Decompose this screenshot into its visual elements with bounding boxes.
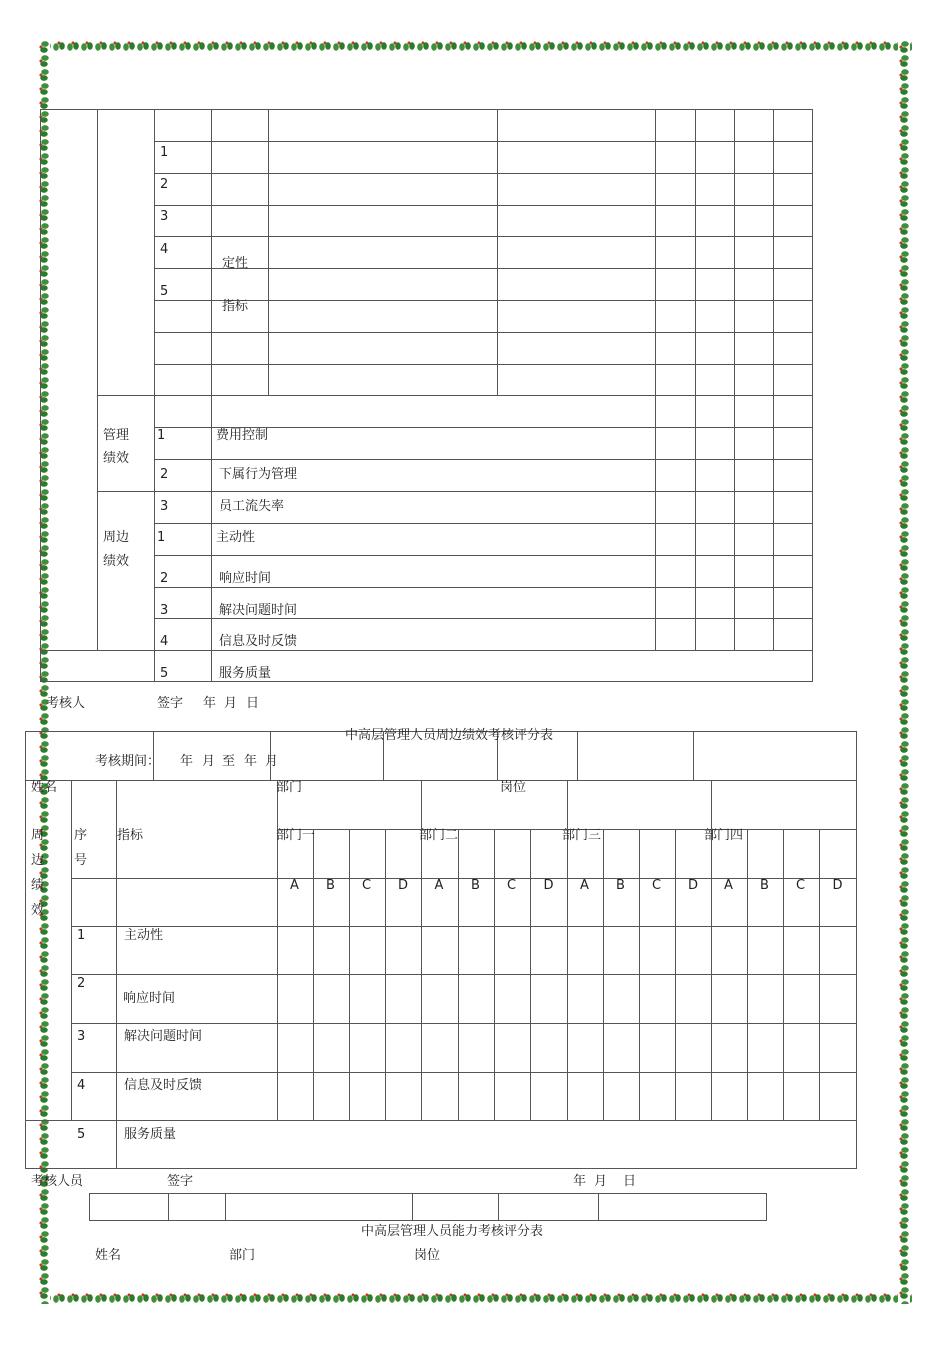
indicator-text: 解决问题时间: [124, 1029, 203, 1044]
side-label-char: 边: [31, 853, 45, 868]
grade-label: B: [616, 878, 625, 893]
indicator-text: 主动性: [216, 530, 256, 545]
table-rule: [25, 1120, 857, 1121]
row-number: 3: [160, 209, 169, 224]
table-rule: [313, 829, 314, 1121]
grade-label: A: [580, 878, 589, 893]
table-rule: [71, 780, 72, 1121]
grade-label: C: [796, 878, 806, 893]
row-number: 5: [160, 284, 169, 299]
decorative-border-top: [38, 40, 912, 52]
row-number: 3: [77, 1029, 86, 1044]
table-rule: [40, 109, 41, 682]
table-rule: [567, 829, 568, 1121]
row-number: 4: [160, 242, 169, 257]
table-rule: [154, 141, 813, 142]
period-month-1: 月: [202, 754, 216, 769]
grade-label: D: [832, 878, 843, 893]
table-rule: [154, 459, 813, 460]
indicator-text: 服务质量: [219, 666, 272, 681]
dept-label: 部门: [229, 1248, 256, 1263]
grade-label: B: [471, 878, 480, 893]
grade-label: B: [760, 878, 769, 893]
indicator-text: 服务质量: [124, 1127, 177, 1142]
table-rule: [421, 829, 422, 1121]
table-rule: [385, 829, 386, 1121]
table-rule: [89, 1193, 767, 1194]
table-rule: [277, 829, 278, 1121]
year-label: 年: [573, 1174, 587, 1189]
table-rule: [154, 523, 813, 524]
table-rule: [530, 829, 531, 1121]
table-rule: [577, 731, 578, 781]
post-label: 岗位: [500, 780, 527, 795]
row-number: 5: [77, 1127, 86, 1142]
post-label: 岗位: [414, 1248, 441, 1263]
day-label: 日: [623, 1174, 637, 1189]
qualitative-label: 定性: [222, 256, 249, 271]
period-year-2: 年: [244, 754, 258, 769]
qualitative-label-2: 指标: [222, 299, 249, 314]
indicator-text: 费用控制: [216, 428, 269, 443]
seq-label-char: 序: [74, 828, 88, 843]
indicator-text: 下属行为管理: [219, 467, 298, 482]
table-title: 中高层管理人员能力考核评分表: [361, 1224, 544, 1239]
indicator-text: 响应时间: [219, 571, 272, 586]
table-rule: [25, 1168, 857, 1169]
table-rule: [693, 731, 694, 781]
table-rule: [40, 681, 813, 682]
table-title: 中高层管理人员周边绩效考核评分表: [345, 728, 554, 743]
table-rule: [25, 731, 26, 1169]
table-rule: [154, 555, 813, 556]
grade-label: D: [543, 878, 554, 893]
seq-label-char: 号: [74, 853, 88, 868]
grade-label: B: [326, 878, 335, 893]
table-rule: [154, 300, 813, 301]
row-number: 2: [160, 467, 169, 482]
table-rule: [97, 491, 813, 492]
table-rule: [97, 395, 813, 396]
peripheral-label: 周边: [103, 530, 130, 545]
table-rule: [154, 109, 155, 682]
table-rule: [639, 829, 640, 1121]
row-number: 2: [77, 976, 86, 991]
indicator-text: 主动性: [124, 928, 164, 943]
dept-three-label: 部门三: [562, 828, 602, 843]
row-number: 1: [157, 428, 166, 443]
side-label-char: 周: [31, 828, 45, 843]
assessor-label: 考核人员: [31, 1174, 84, 1189]
row-number: 1: [77, 928, 86, 943]
table-rule: [349, 829, 350, 1121]
table-rule: [89, 1220, 767, 1221]
grade-label: A: [434, 878, 444, 893]
dept-two-label: 部门二: [419, 828, 459, 843]
row-number: 3: [160, 499, 169, 514]
table-rule: [154, 173, 813, 174]
month-label: 月: [594, 1174, 608, 1189]
period-month-2: 月: [265, 754, 279, 769]
table-rule: [412, 1193, 413, 1221]
period-label: 考核期间：: [95, 754, 161, 769]
table-rule: [40, 109, 813, 110]
grade-label: C: [362, 878, 372, 893]
table-rule: [497, 109, 498, 396]
table-rule: [40, 650, 813, 651]
table-rule: [812, 109, 813, 682]
table-rule: [71, 878, 857, 879]
table-rule: [25, 780, 857, 781]
year-label: 年: [203, 696, 217, 711]
decorative-border-right: [898, 40, 910, 1304]
grade-label: A: [724, 878, 733, 893]
sign-label: 签字: [167, 1174, 194, 1189]
month-label: 月: [224, 696, 238, 711]
decorative-border-bottom: [38, 1292, 912, 1304]
name-label: 姓名: [95, 1248, 122, 1263]
management-label: 管理: [103, 428, 130, 443]
table-rule: [211, 109, 212, 682]
table-rule: [154, 236, 813, 237]
table-rule: [458, 829, 459, 1121]
row-number: 2: [160, 177, 169, 192]
table-rule: [154, 268, 813, 269]
table-rule: [747, 829, 748, 1121]
table-rule: [97, 109, 98, 651]
grade-label: D: [688, 878, 699, 893]
table-rule: [695, 109, 696, 651]
peripheral-label-2: 绩效: [103, 554, 130, 569]
table-rule: [154, 587, 813, 588]
indicator-text: 信息及时反馈: [124, 1078, 203, 1093]
grade-label: C: [652, 878, 662, 893]
table-rule: [154, 364, 813, 365]
table-rule: [856, 731, 857, 1169]
row-number: 5: [160, 666, 169, 681]
table-rule: [734, 109, 735, 651]
grade-label: C: [507, 878, 517, 893]
table-rule: [154, 332, 813, 333]
row-number: 4: [77, 1078, 86, 1093]
table-rule: [168, 1193, 169, 1221]
row-number: 2: [160, 571, 169, 586]
table-rule: [819, 829, 820, 1121]
table-rule: [773, 109, 774, 651]
row-number: 3: [160, 603, 169, 618]
table-rule: [89, 1193, 90, 1221]
day-label: 日: [246, 696, 260, 711]
table-rule: [71, 1072, 857, 1073]
table-rule: [71, 1023, 857, 1024]
indicator-text: 响应时间: [123, 991, 176, 1006]
management-label-2: 绩效: [103, 451, 130, 466]
table-rule: [498, 1193, 499, 1221]
table-rule: [154, 205, 813, 206]
table-rule: [603, 829, 604, 1121]
table-rule: [225, 1193, 226, 1221]
table-rule: [675, 829, 676, 1121]
table-rule: [711, 829, 712, 1121]
sign-label: 签字: [157, 696, 184, 711]
side-label-char: 绩: [31, 878, 45, 893]
period-year-1: 年: [180, 754, 194, 769]
table-rule: [598, 1193, 599, 1221]
table-rule: [494, 829, 495, 1121]
table-rule: [71, 926, 857, 927]
table-rule: [655, 109, 656, 651]
grade-label: A: [290, 878, 299, 893]
indicator-text: 员工流失率: [219, 499, 285, 514]
assessor-label: 考核人: [46, 696, 86, 711]
indicator-text: 信息及时反馈: [219, 634, 298, 649]
dept-label: 部门: [276, 780, 303, 795]
indicator-label: 指标: [117, 828, 144, 843]
indicator-text: 解决问题时间: [219, 603, 298, 618]
grade-label: D: [398, 878, 409, 893]
table-rule: [71, 974, 857, 975]
name-label: 姓名: [31, 780, 58, 795]
table-rule: [268, 109, 269, 396]
dept-four-label: 部门四: [704, 828, 744, 843]
dept-one-label: 部门一: [276, 828, 316, 843]
side-label-char: 效: [31, 903, 45, 918]
row-number: 1: [160, 145, 169, 160]
table-rule: [783, 829, 784, 1121]
table-rule: [766, 1193, 767, 1221]
period-to: 至: [222, 754, 236, 769]
row-number: 1: [157, 530, 166, 545]
row-number: 4: [160, 634, 169, 649]
